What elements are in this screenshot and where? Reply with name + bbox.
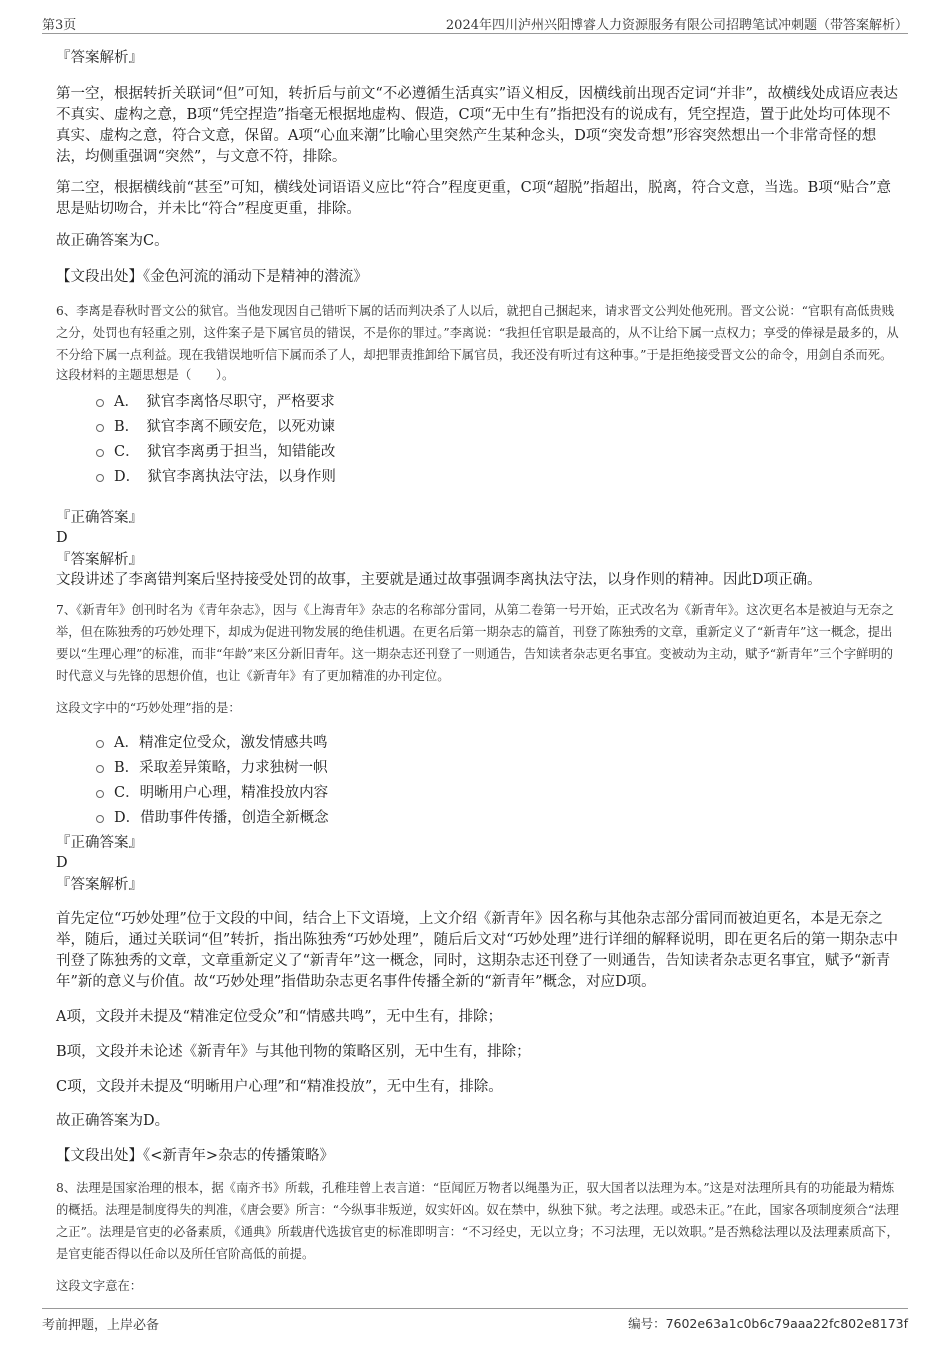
q7-source: 【文段出处】《<新青年>杂志的传播策略》 [56, 1148, 335, 1164]
q6-option-c[interactable]: C． 狱官李离勇于担当，知错能改 [96, 442, 902, 467]
radio-icon[interactable] [96, 740, 104, 748]
page-content [56, 44, 902, 1297]
radio-icon[interactable] [96, 449, 104, 457]
q8-stem: 8、法理是国家治理的根本，据《南齐书》所载，孔稚珪曾上表言道：“臣闻匠万物者以绳墨为正，驭大国者以法理为本。”这是对法理所具有的功能最为精炼的概括。法理是制度得失的判准，《唐会要》所言：“今纵事非叛逆，奴实奸凶。奴在禁中，纵独下狱。考之法理。或恐未正。”在此，国家各项制度须合“法理之正”。法理是官吏的必备素质，《通典》所载唐代选拔官吏的标准即明言：“不习经史，无以立身；不习法理，无以效职。”是否熟稔法理以及法理素质高下，是官吏能否得以任命以及所任官阶高低的前提。 [56, 1181, 899, 1261]
q5-answer: 故正确答案为C。 [56, 233, 169, 249]
q7-stem: 7、《新青年》创刊时名为《青年杂志》，因与《上海青年》杂志的名称部分雷同，从第二卷第一号开始，正式改名为《新青年》。这次更名本是被迫与无奈之举，但在陈独秀的巧妙处理下，却成为促进刊物发展的绝佳机遇。在更名后第一期杂志的篇首，刊登了陈独秀的文章，重新定义了“新青年”这一概念，提出要以“生理心理”的标准，而非“年龄”来区分新旧青年。这一期杂志还刊登了一则通告，告知读者杂志更名事宜。变被动为主动，赋予“新青年”三个字鲜明的时代意义与先锋的思想价值，也让《新青年》有了更加精准的办刊定位。 [56, 603, 894, 683]
q7-option-b[interactable]: B．采取差异策略，力求独树一帜 [96, 758, 902, 783]
q6-correct-label: 『正确答案』 [56, 510, 143, 526]
page-number: 第3页 [42, 18, 77, 33]
q6-analysis-label: 『答案解析』 [56, 552, 143, 568]
q7-analysis: 首先定位“巧妙处理”位于文段的中间，结合上下文语境，上文介绍《新青年》因名称与其他杂志部分雷同而被迫更名，本是无奈之举，随后，通过关联词“但”转折，指出陈独秀“巧妙处理”，随后后文对“巧妙处理”进行详细的解释说明，即在更名后的第一期杂志中刊登了陈独秀的文章，文章重新定义了“新青年”这一概念，同时，这期杂志还刊登了一则通告，告知读者杂志更名事宜，赋予“新青年”新的意义与价值。故“巧妙处理”指借助杂志更名事件传播全新的“新青年”概念，对应D项。 [56, 911, 898, 990]
q7-correct-label: 『正确答案』 [56, 835, 143, 851]
header-divider [42, 33, 908, 34]
radio-icon[interactable] [96, 399, 104, 407]
radio-icon[interactable] [96, 474, 104, 482]
page-header [42, 12, 908, 32]
document-id: 编号：7602e63a1c0b6c79aaa22fc802e8173f [628, 1316, 908, 1331]
q7-correct: D [56, 855, 68, 871]
q5-source: 【文段出处】《金色河流的涌动下是精神的潜流》 [56, 269, 368, 285]
q6-option-b[interactable]: B． 狱官李离不顾安危，以死劝谏 [96, 417, 902, 442]
q7-option-c-analysis: C项，文段并未提及“明晰用户心理”和“精准投放”，无中生有，排除。 [56, 1079, 503, 1095]
radio-icon[interactable] [96, 765, 104, 773]
q5-analysis-p1: 第一空，根据转折关联词“但”可知，转折后与前文“不必遵循生活真实”语义相反，因横线前出现否定词“并非”，故横线处成语应表达不真实、虚构之意，B项“凭空捏造”指毫无根据地虚构、假造，C项“无中生有”指把没有的说成有，凭空捏造，置于此处均可体现不真实、虚构之意，符合文意，保留。A项“心血来潮”比喻心里突然产生某种念头，D项“突发奇想”形容突然想出一个非常奇怪的想法，均侧重强调“突然”，与文意不符，排除。 [56, 86, 898, 165]
q7-answer: 故正确答案为D。 [56, 1113, 170, 1129]
q7-options [56, 733, 902, 833]
radio-icon[interactable] [96, 815, 104, 823]
q7-prompt: 这段文字中的“巧妙处理”指的是： [56, 701, 241, 715]
q5-analysis-label: 『答案解析』 [56, 50, 143, 66]
page-footer [42, 1312, 908, 1332]
radio-icon[interactable] [96, 424, 104, 432]
footer-slogan: 考前押题，上岸必备 [42, 1318, 160, 1333]
q6-correct: D [56, 530, 68, 546]
q7-option-a[interactable]: A．精准定位受众，激发情感共鸣 [96, 733, 902, 758]
q6-option-d[interactable]: D． 狱官李离执法守法，以身作则 [96, 467, 902, 492]
q7-option-a-analysis: A项，文段并未提及“精准定位受众”和“情感共鸣”，无中生有，排除； [56, 1009, 503, 1025]
q6-analysis: 文段讲述了李离错判案后坚持接受处罚的故事，主要就是通过故事强调李离执法守法，以身作则的精神。因此D项正确。 [56, 572, 822, 588]
q6-option-a[interactable]: A． 狱官李离恪尽职守，严格要求 [96, 392, 902, 417]
document-title: 2024年四川泸州兴阳博睿人力资源服务有限公司招聘笔试冲刺题（带答案解析） [445, 18, 908, 33]
q6-prompt: 这段材料的主题思想是（ ）。 [56, 368, 235, 382]
q7-option-b-analysis: B项，文段并未论述《新青年》与其他刊物的策略区别，无中生有，排除； [56, 1044, 531, 1060]
q7-option-c[interactable]: C．明晰用户心理，精准投放内容 [96, 783, 902, 808]
footer-divider [42, 1308, 908, 1309]
q6-stem: 6、李离是春秋时晋文公的狱官。当他发现因自己错听下属的话而判决杀了人以后，就把自己捆起来，请求晋文公判处他死刑。晋文公说：“官职有高低贵贱之分，处罚也有轻重之别，这件案子是下属官员的错误，不是你的罪过。”李离说：“我担任官职是最高的，从不让给下属一点权力；享受的俸禄是最多的，从不分给下属一点利益。现在我错误地听信下属而杀了人，却把罪责推卸给下属官员，我还没有听过有这种事。”于是拒绝接受晋文公的命令，用剑自杀而死。 [56, 304, 899, 362]
q8-prompt: 这段文字意在： [56, 1279, 143, 1293]
q6-options [56, 392, 902, 492]
q7-option-d[interactable]: D．借助事件传播，创造全新概念 [96, 808, 902, 833]
radio-icon[interactable] [96, 790, 104, 798]
q5-analysis-p2: 第二空，根据横线前“甚至”可知，横线处词语语义应比“符合”程度更重，C项“超脱”指超出，脱离，符合文意，当选。B项“贴合”意思是贴切吻合，并未比“符合”程度更重，排除。 [56, 180, 892, 217]
q7-analysis-label: 『答案解析』 [56, 877, 143, 893]
